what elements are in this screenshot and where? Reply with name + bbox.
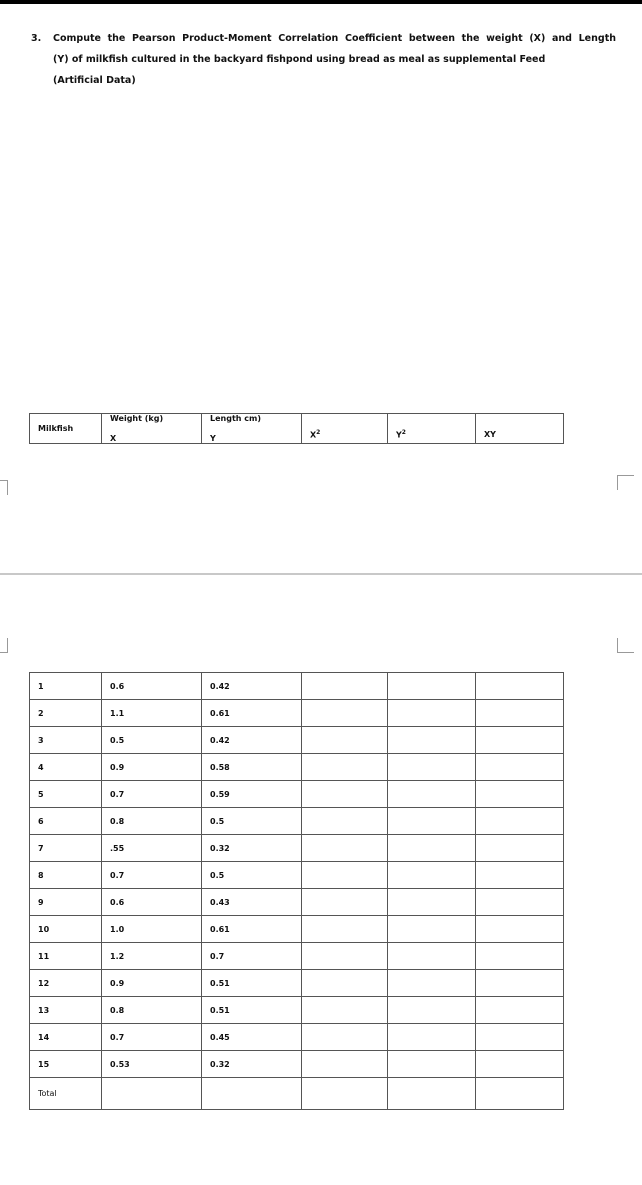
y-squared-cell <box>388 673 476 700</box>
row-number: 4 <box>30 754 102 781</box>
y-squared-cell <box>388 862 476 889</box>
x-squared-cell <box>302 997 388 1024</box>
x-squared-cell <box>302 808 388 835</box>
x-squared-cell <box>302 835 388 862</box>
total-row <box>30 1078 564 1110</box>
row-number: 2 <box>30 700 102 727</box>
top-border <box>0 0 642 4</box>
table-row <box>30 781 564 808</box>
y-squared-cell <box>388 1051 476 1078</box>
x-squared-cell <box>302 754 388 781</box>
data-table <box>29 672 564 1110</box>
question-line-1: Compute the Pearson Product-Moment Correlation Coefficient between the weight (X) and Length <box>53 33 616 44</box>
table-row <box>30 700 564 727</box>
weight-cell: 1.1 <box>102 700 202 727</box>
weight-cell: 0.8 <box>102 997 202 1024</box>
xy-cell <box>476 673 564 700</box>
weight-cell: 1.0 <box>102 916 202 943</box>
xy-cell <box>476 754 564 781</box>
y-squared-cell <box>388 754 476 781</box>
weight-cell: 0.7 <box>102 1024 202 1051</box>
row-number: 6 <box>30 808 102 835</box>
header-x2-base: X <box>310 430 317 440</box>
header-y-symbol: Y <box>210 434 216 443</box>
y-squared-cell <box>388 808 476 835</box>
y-squared-cell <box>388 727 476 754</box>
length-cell: 0.7 <box>202 943 302 970</box>
row-number: 5 <box>30 781 102 808</box>
row-number: 9 <box>30 889 102 916</box>
length-cell: 0.42 <box>202 727 302 754</box>
row-number: 12 <box>30 970 102 997</box>
header-y2-exponent: 2 <box>401 428 406 436</box>
page-divider <box>0 573 642 575</box>
header-x-squared <box>302 414 388 444</box>
x-squared-cell <box>302 700 388 727</box>
question-number: 3. <box>31 33 42 44</box>
total-xy-cell <box>476 1078 564 1110</box>
length-cell: 0.43 <box>202 889 302 916</box>
table-row <box>30 889 564 916</box>
x-squared-cell <box>302 970 388 997</box>
xy-cell <box>476 970 564 997</box>
total-length-cell <box>202 1078 302 1110</box>
length-cell: 0.5 <box>202 808 302 835</box>
crop-mark-bottom-left <box>0 638 8 653</box>
y-squared-cell <box>388 997 476 1024</box>
length-cell: 0.51 <box>202 997 302 1024</box>
crop-mark-top-left <box>0 480 8 495</box>
row-number: 11 <box>30 943 102 970</box>
table-row <box>30 808 564 835</box>
header-milkfish <box>30 414 102 444</box>
weight-cell: 0.7 <box>102 862 202 889</box>
table-row <box>30 916 564 943</box>
question-line-3: (Artificial Data) <box>53 75 136 86</box>
xy-cell <box>476 781 564 808</box>
length-cell: 0.61 <box>202 700 302 727</box>
table-row <box>30 997 564 1024</box>
header-milkfish-label: Milkfish <box>38 424 74 433</box>
xy-cell <box>476 997 564 1024</box>
table-row <box>30 673 564 700</box>
header-row <box>30 414 564 444</box>
x-squared-cell <box>302 916 388 943</box>
length-cell: 0.58 <box>202 754 302 781</box>
header-y-squared <box>388 414 476 444</box>
x-squared-cell <box>302 781 388 808</box>
question-line-2: (Y) of milkfish cultured in the backyard fishpond using bread as meal as supplemental Feed <box>53 54 546 65</box>
x-squared-cell <box>302 943 388 970</box>
x-squared-cell <box>302 727 388 754</box>
row-number: 1 <box>30 673 102 700</box>
weight-cell: 0.7 <box>102 781 202 808</box>
length-cell: 0.45 <box>202 1024 302 1051</box>
xy-cell <box>476 808 564 835</box>
weight-cell: 0.6 <box>102 889 202 916</box>
total-y-squared-cell <box>388 1078 476 1110</box>
header-x-symbol: X <box>110 434 117 443</box>
x-squared-cell <box>302 889 388 916</box>
row-number: 15 <box>30 1051 102 1078</box>
weight-cell: .55 <box>102 835 202 862</box>
y-squared-cell <box>388 700 476 727</box>
xy-cell <box>476 727 564 754</box>
weight-cell: 0.53 <box>102 1051 202 1078</box>
header-length <box>202 414 302 444</box>
total-x-squared-cell <box>302 1078 388 1110</box>
xy-cell <box>476 889 564 916</box>
xy-cell <box>476 1024 564 1051</box>
table-row <box>30 727 564 754</box>
y-squared-cell <box>388 970 476 997</box>
row-number: 10 <box>30 916 102 943</box>
table-row <box>30 970 564 997</box>
weight-cell: 0.6 <box>102 673 202 700</box>
crop-mark-bottom-right <box>617 638 634 653</box>
y-squared-cell <box>388 889 476 916</box>
y-squared-cell <box>388 916 476 943</box>
table-row <box>30 943 564 970</box>
header-xy-label: XY <box>484 429 496 439</box>
xy-cell <box>476 916 564 943</box>
weight-cell: 0.5 <box>102 727 202 754</box>
weight-cell: 0.9 <box>102 970 202 997</box>
xy-cell <box>476 862 564 889</box>
weight-cell: 1.2 <box>102 943 202 970</box>
row-number: 8 <box>30 862 102 889</box>
data-table-body <box>30 673 564 1110</box>
length-cell: 0.61 <box>202 916 302 943</box>
total-label: Total <box>30 1078 102 1110</box>
question-text <box>31 28 616 91</box>
length-cell: 0.51 <box>202 970 302 997</box>
weight-cell: 0.8 <box>102 808 202 835</box>
row-number: 13 <box>30 997 102 1024</box>
table-row <box>30 835 564 862</box>
y-squared-cell <box>388 943 476 970</box>
y-squared-cell <box>388 835 476 862</box>
crop-mark-top-right <box>617 475 634 490</box>
x-squared-cell <box>302 862 388 889</box>
y-squared-cell <box>388 781 476 808</box>
header-weight <box>102 414 202 444</box>
table-row <box>30 862 564 889</box>
length-cell: 0.32 <box>202 1051 302 1078</box>
x-squared-cell <box>302 1051 388 1078</box>
xy-cell <box>476 700 564 727</box>
x-squared-cell <box>302 673 388 700</box>
table-row <box>30 1051 564 1078</box>
header-length-label: Length cm) <box>210 414 261 423</box>
row-number: 7 <box>30 835 102 862</box>
x-squared-cell <box>302 1024 388 1051</box>
total-weight-cell <box>102 1078 202 1110</box>
header-xy <box>476 414 564 444</box>
table-row <box>30 754 564 781</box>
length-cell: 0.59 <box>202 781 302 808</box>
weight-cell: 0.9 <box>102 754 202 781</box>
header-y2-base: Y <box>396 430 402 440</box>
xy-cell <box>476 835 564 862</box>
table-row <box>30 1024 564 1051</box>
y-squared-cell <box>388 1024 476 1051</box>
xy-cell <box>476 943 564 970</box>
header-table <box>29 413 564 444</box>
row-number: 14 <box>30 1024 102 1051</box>
length-cell: 0.5 <box>202 862 302 889</box>
length-cell: 0.32 <box>202 835 302 862</box>
row-number: 3 <box>30 727 102 754</box>
header-x2-exponent: 2 <box>316 428 321 436</box>
xy-cell <box>476 1051 564 1078</box>
header-weight-label: Weight (kg) <box>110 414 164 423</box>
length-cell: 0.42 <box>202 673 302 700</box>
